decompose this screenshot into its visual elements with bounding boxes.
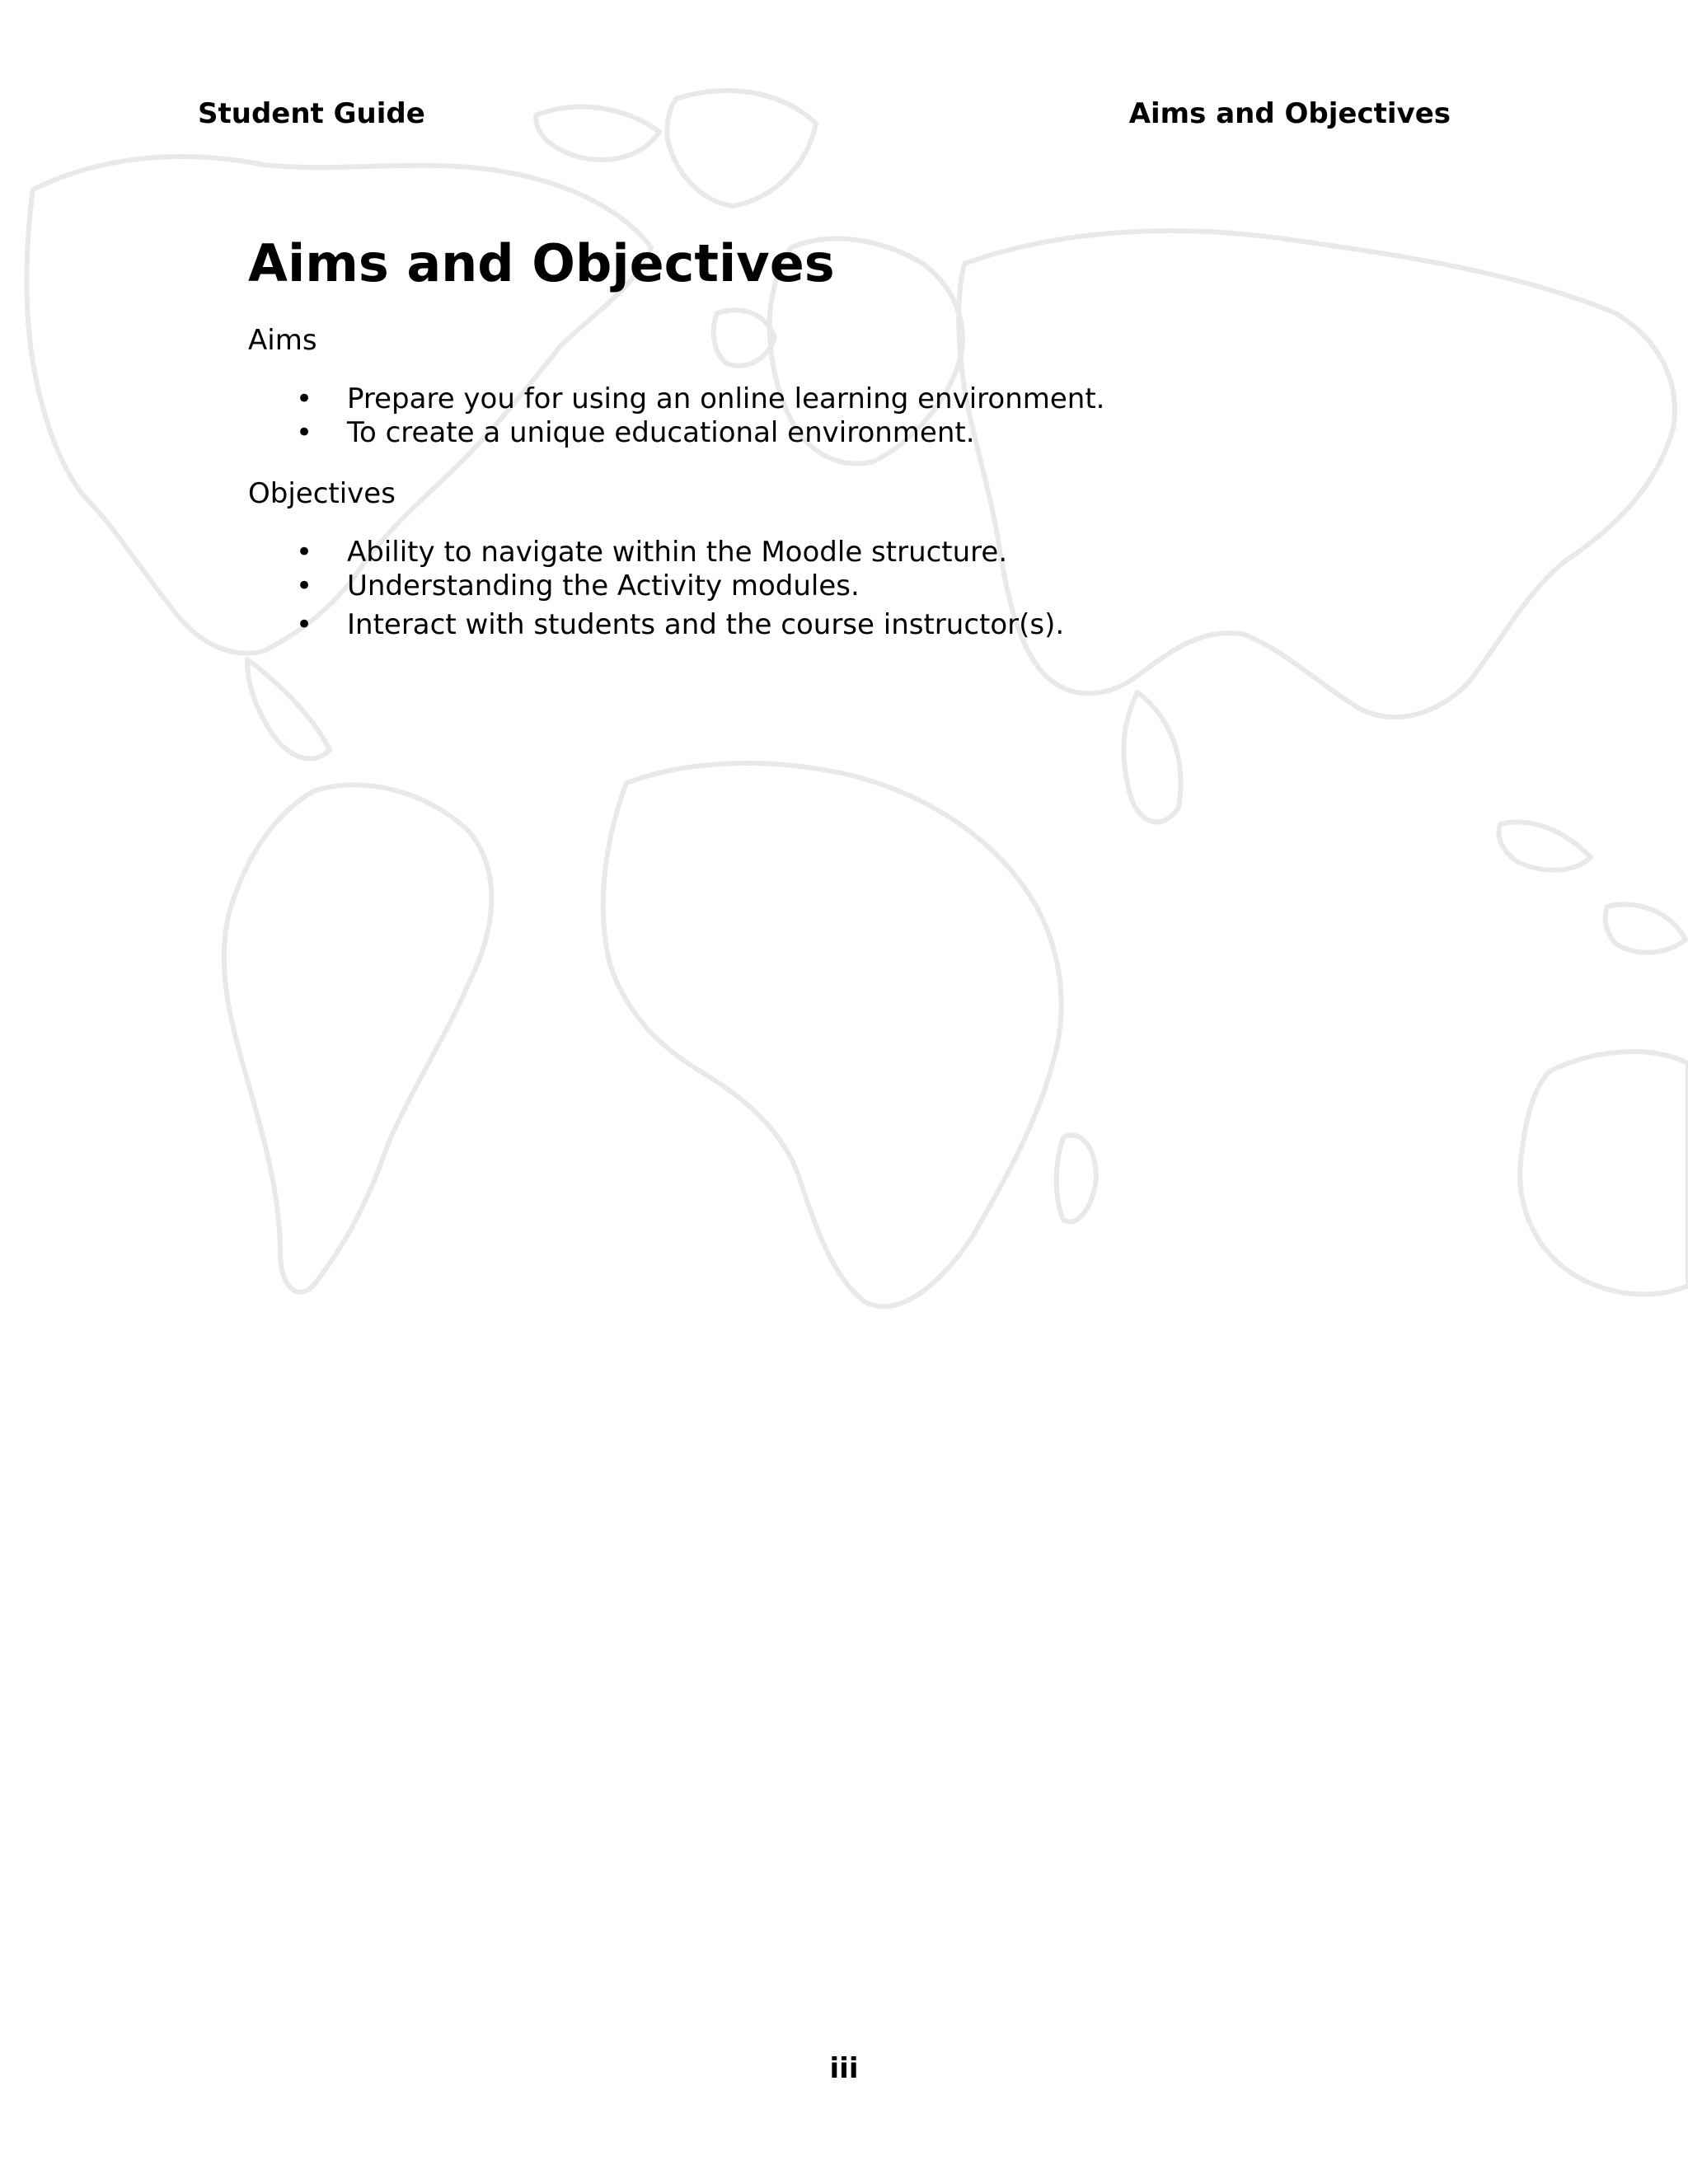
objective-text: Interact with students and the course instructor(s). <box>347 608 1065 641</box>
list-item <box>248 608 1484 642</box>
objective-text: Ability to navigate within the Moodle structure. <box>347 536 1008 569</box>
running-header <box>198 97 1490 138</box>
objectives-list <box>248 536 1484 642</box>
aims-list <box>248 382 1484 450</box>
list-item <box>248 569 1484 603</box>
header-right-title: Aims and Objectives <box>1128 97 1451 130</box>
page-number: iii <box>829 2052 859 2085</box>
bullet-icon: • <box>296 382 313 415</box>
bullet-icon: • <box>296 416 313 449</box>
objectives-heading: Objectives <box>248 477 396 510</box>
list-item <box>248 382 1484 416</box>
objective-text: Understanding the Activity modules. <box>347 569 860 602</box>
list-item <box>248 536 1484 569</box>
aim-text: Prepare you for using an online learning environment. <box>347 382 1105 415</box>
page-content <box>248 231 1484 642</box>
aim-text: To create a unique educational environment. <box>347 416 975 449</box>
aims-heading: Aims <box>248 324 317 357</box>
page-title: Aims and Objectives <box>248 233 835 293</box>
bullet-icon: • <box>296 536 313 569</box>
list-item <box>248 416 1484 450</box>
header-left-title: Student Guide <box>198 97 425 130</box>
bullet-icon: • <box>296 608 313 641</box>
bullet-icon: • <box>296 569 313 602</box>
